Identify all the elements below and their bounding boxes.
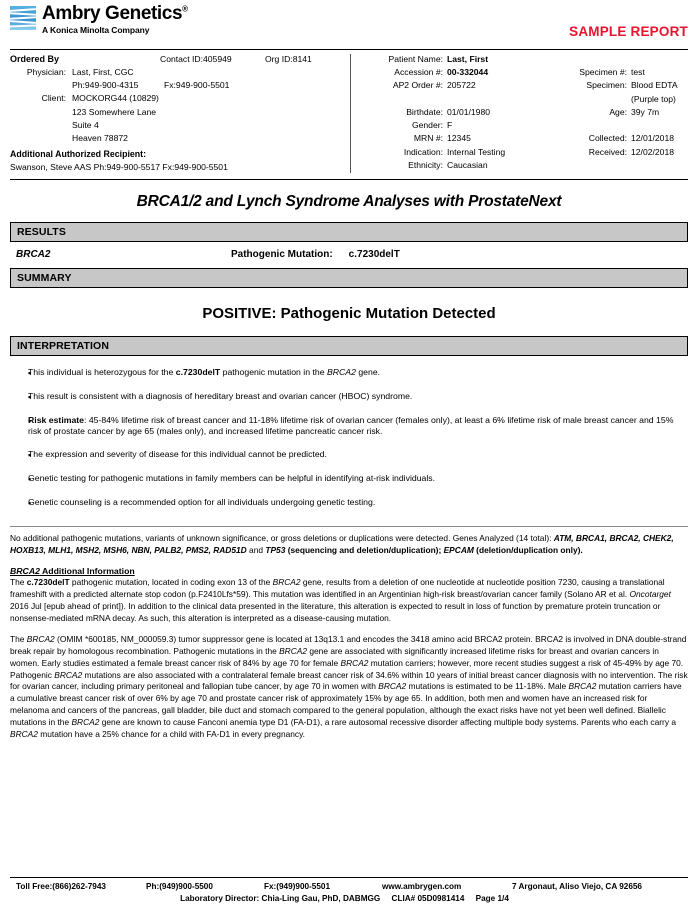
bullet-square-icon xyxy=(10,391,28,404)
org-id: Org ID:8141 xyxy=(265,54,312,64)
collected-value: 12/01/2018 xyxy=(631,133,675,144)
physician-contact-row xyxy=(10,80,344,91)
additional-recipient-value: Swanson, Steve AAS Ph:949-900-5517 Fx:949-900-5501 xyxy=(10,161,228,172)
mrn-value: 12345 xyxy=(447,133,471,144)
indication-value: Internal Testing xyxy=(447,146,506,157)
gender-label: Gender: xyxy=(411,120,443,131)
bullet-square-icon xyxy=(10,415,28,438)
page-number: Page 1/4 xyxy=(475,894,509,903)
clia-number: CLIA# 05D0981414 xyxy=(391,894,465,903)
website-link[interactable]: www.ambrygen.com xyxy=(382,882,462,891)
ambry-wave-logo-icon xyxy=(10,6,36,30)
age-value: 39y 7m xyxy=(631,106,660,117)
ap2-order-row xyxy=(361,80,688,91)
sample-report-badge: SAMPLE REPORT xyxy=(569,24,688,39)
received-value: 12/02/2018 xyxy=(631,146,675,157)
bullet-text: Risk estimate: 45-84% lifetime risk of breast cancer and 11-18% lifetime risk of ovarian cancer (females only), at least a 6% lifetime risk of male breast cancer and 15% risk of prostate cancer by age 65 (males only), and increased lifetime pancreatic cancer risk. xyxy=(28,414,674,437)
specimen-label: Specimen: xyxy=(586,80,627,91)
bullet-text: This result is consistent with a diagnosis of hereditary breast and ovarian cancer (HBOC) syndrome. xyxy=(28,390,413,401)
ap2-value: 205722 xyxy=(447,80,476,91)
client-address-2: Suite 4 xyxy=(72,119,99,130)
specimen-type-row2 xyxy=(361,94,688,105)
ordered-by-heading: Ordered By xyxy=(10,54,60,64)
ap2-label: AP2 Order #: xyxy=(392,80,443,91)
client-label: Client: xyxy=(41,93,66,104)
physician-fax: Fx:949-900-5501 xyxy=(164,80,230,91)
indication-row xyxy=(361,147,688,158)
report-footer xyxy=(10,877,688,903)
footer-lab-row xyxy=(10,894,688,903)
result-gene: BRCA2 xyxy=(16,249,51,261)
accession-row xyxy=(361,67,688,78)
patient-column xyxy=(350,54,688,173)
summary-result-text: POSITIVE: Pathogenic Mutation Detected xyxy=(202,305,496,323)
bullet-text: Genetic counseling is a recommended option for all individuals undergoing genetic testing. xyxy=(28,496,376,507)
list-item xyxy=(10,473,688,486)
result-label: Pathogenic Mutation: xyxy=(231,249,333,261)
contact-id: Contact ID:405949 xyxy=(160,54,232,64)
birthdate-value: 01/01/1980 xyxy=(447,106,491,117)
company-address: 7 Argonaut, Aliso Viejo, CA 92656 xyxy=(512,882,642,891)
gender-value: F xyxy=(447,120,453,131)
report-header xyxy=(10,0,688,46)
ethnicity-value: Caucasian xyxy=(447,159,488,170)
gender-row xyxy=(361,120,688,131)
result-value: c.7230delT xyxy=(348,249,400,261)
brand-name: Ambry Genetics® xyxy=(42,3,188,24)
physician-name: Last, First, CGC xyxy=(72,67,134,77)
ethnicity-label: Ethnicity: xyxy=(408,159,443,170)
genes-analyzed-paragraph: No additional pathogenic mutations, variants of unknown significance, or gross deletions or duplications were detected. Genes Analyzed (14 total): ATM, BRCA1, BRCA2, CHEK2, HOXB13, MLH1, MSH2, MSH6, NBN, PALB2, PMS2, RAD51D and TP53 (sequencing and deletion/duplication); EPCAM (deletion/duplication only). xyxy=(10,533,674,556)
mrn-label: MRN #: xyxy=(413,133,443,144)
bullet-text: This individual is heterozygous for the c.7230delT pathogenic mutation in the BRCA2 gene. xyxy=(28,367,381,378)
mrn-row xyxy=(361,133,688,144)
client-row xyxy=(10,93,344,104)
list-item xyxy=(10,449,688,462)
toll-free-number: Toll Free:(866)262-7943 xyxy=(16,882,106,891)
interpretation-bullet-list xyxy=(10,356,688,524)
bullet-text: Genetic testing for pathogenic mutations in family members can be helpful in identifying at-risk individuals. xyxy=(28,472,436,483)
brand-block xyxy=(10,4,188,35)
fax-number: Fx:(949)900-5501 xyxy=(264,882,330,891)
brand-subtitle: A Konica Minolta Company xyxy=(42,25,150,35)
received-label: Received: xyxy=(588,146,627,157)
indication-label: Indication: xyxy=(403,146,443,157)
ordered-by-column xyxy=(10,54,350,173)
physician-row xyxy=(10,67,344,78)
footer-contact-row xyxy=(10,882,688,891)
summary-banner: SUMMARY xyxy=(10,268,688,288)
interpretation-banner: INTERPRETATION xyxy=(10,336,688,356)
client-name: MOCKORG44 (10829) xyxy=(72,93,159,104)
patient-name-value: Last, First xyxy=(447,54,489,64)
accession-value: 00-332044 xyxy=(447,67,489,78)
patient-name-row xyxy=(361,54,688,65)
additional-info-heading: BRCA2 Additional Information xyxy=(10,566,135,577)
specimen-value-2: (Purple top) xyxy=(631,93,676,104)
bullet-square-icon xyxy=(10,449,28,462)
section-divider xyxy=(10,526,688,527)
physician-label: Physician: xyxy=(26,67,66,77)
client-address-3: Heaven 78872 xyxy=(72,133,128,144)
footer-divider xyxy=(10,877,688,878)
physician-phone: Ph:949-900-4315 xyxy=(72,80,139,91)
trademark-symbol: ® xyxy=(182,4,188,14)
bullet-text: The expression and severity of disease for this individual cannot be predicted. xyxy=(28,449,327,460)
age-label: Age: xyxy=(609,106,627,117)
lab-director: Laboratory Director: Chia-Ling Gau, PhD, DABMGG xyxy=(180,894,381,903)
patient-name-label: Patient Name: xyxy=(388,54,443,64)
additional-info-paragraph-1: The c.7230delT pathogenic mutation, located in coding exon 13 of the BRCA2 gene, results from a deletion of one nucleotide at nucleotide position 7230, causing a translational frameshift with a predicted alternate stop codon (p.F2410Lfs*59). This mutation was identified in an Argentinian high-risk breast/ovarian cancer family (Solano AR et al. Oncotarget 2016 Jul [epub ahead of print]). In addition to the clinical data presented in the literature, this alteration is expected to result in loss of function by premature protein truncation or nonsense-mediated mRNA decay. As such, this alteration is interpreted as a disease-causing mutation. xyxy=(10,577,671,623)
list-item xyxy=(10,415,688,438)
birthdate-row xyxy=(361,107,688,118)
additional-recipient-heading: Additional Authorized Recipient: xyxy=(10,148,147,159)
client-address-1: 123 Somewhere Lane xyxy=(72,106,157,117)
specimen-num-value: test xyxy=(631,67,645,78)
list-item xyxy=(10,497,688,510)
additional-info-paragraph-2: The BRCA2 (OMIM *600185, NM_000059.3) tumor suppressor gene is located at 13q13.1 and encodes the 3418 amino acid BRCA2 protein. BRCA2 is involved in DNA double-strand break repair by homologous recombination. Pathogenic mutations in the BRCA2 gene are associated with significantly increased lifetime risks for breast and ovarian cancers in women. Early studies estimated a female breast cancer risk of 84% by age 70 for female BRCA2 mutation carriers; however, more recent studies suggest a risk of 45-49% by age 70. Pathogenic BRCA2 mutations are also associated with a contralateral female breast cancer risk of 34.6% within 10 years of initial breast cancer diagnosis with no intervention. The risk for ovarian cancer, including primary peritoneal and fallopian tube cancer, by age 70 in women with BRCA2 mutations is estimated to be 11-18%. Male BRCA2 mutation carriers have a cumulative breast cancer risk of over 6% by age 70 and prostate cancer risk of approximately 15% by age 65. In addition, both men and women have an increased risk for melanoma and cancers of the pancreas, gall bladder, bile duct and stomach compared to the general population, although the exact risks have not yet been well defined. Biallelic mutations in the BRCA2 gene are known to cause Fanconi anemia type D1 (FA-D1), a rare autosomal recessive disorder affecting multiple body systems. Parents who each carry a BRCA2 mutation have a 25% chance for a child with FA-D1 in every pregnancy. xyxy=(10,633,688,740)
collected-label: Collected: xyxy=(588,133,627,144)
bullet-square-icon xyxy=(10,497,28,510)
list-item xyxy=(10,391,688,404)
birthdate-label: Birthdate: xyxy=(406,106,443,117)
results-banner: RESULTS xyxy=(10,222,688,242)
phone-number: Ph:(949)900-5500 xyxy=(146,882,213,891)
specimen-value: Blood EDTA xyxy=(631,80,678,91)
accession-label: Accession #: xyxy=(394,67,443,78)
result-row xyxy=(10,242,688,268)
list-item xyxy=(10,367,688,380)
bullet-square-icon xyxy=(10,367,28,380)
page-title: BRCA1/2 and Lynch Syndrome Analyses with ProstateNext xyxy=(136,193,562,211)
bullet-square-icon xyxy=(10,473,28,486)
patient-info-section xyxy=(10,50,688,180)
specimen-num-label: Specimen #: xyxy=(579,67,627,78)
ethnicity-row xyxy=(361,160,688,171)
